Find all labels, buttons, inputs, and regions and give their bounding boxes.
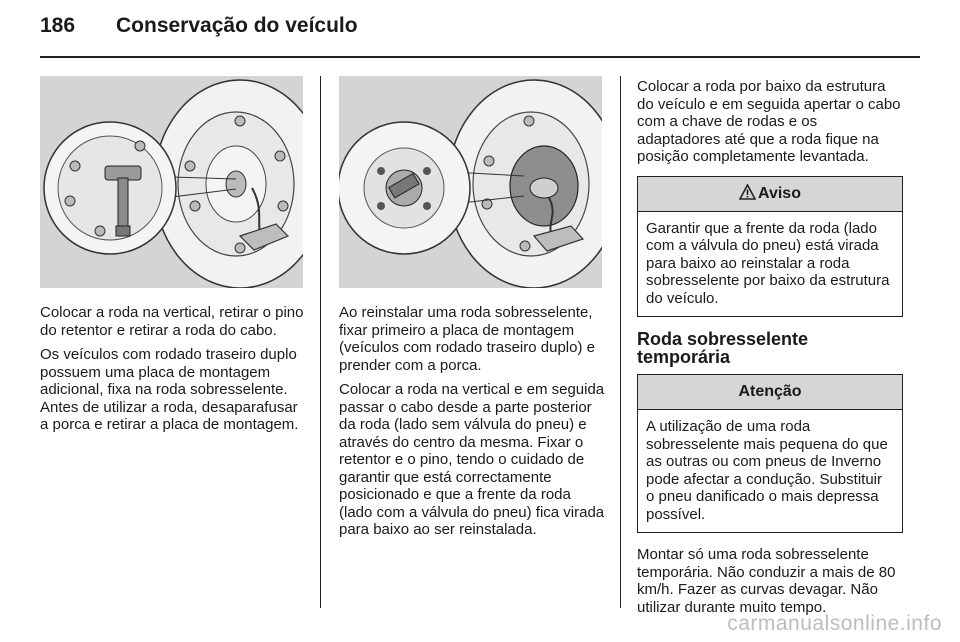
closing-paragraph: Montar só uma roda sobresselente temporária. Não conduzir a mais de 80 km/h. Fazer as curvas devagar. Não utilizar durante muito tempo. (637, 546, 896, 616)
paragraph: Os veículos com rodado traseiro duplo possuem uma placa de montagem adicional, fixa na roda sobresselente. Antes de utilizar a roda, desaparafusar a porca e retirar a placa de montagem. (40, 346, 299, 433)
warning-box-title: Aviso (758, 184, 801, 202)
paragraph: Ao reinstalar uma roda sobresselente, fixar primeiro a placa de montagem (veículos com rodado traseiro duplo) e prender com a porca. (339, 304, 595, 374)
intro-paragraph: Colocar a roda por baixo da estrutura do veículo e em seguida apertar o cabo com a chave de rodas e os adaptadores até que a roda fique na posição completamente levantada. (637, 78, 901, 165)
caution-box (637, 374, 903, 533)
spare-wheel-illustration-1 (40, 76, 303, 288)
caution-box-header: Atenção (638, 375, 902, 410)
column-divider-1 (320, 76, 321, 608)
warning-box-header (638, 177, 902, 212)
column-1-text (40, 304, 308, 441)
spare-wheel-illustration-2 (339, 76, 602, 288)
watermark: carmanualsonline.info (727, 612, 942, 635)
column-divider-2 (620, 76, 621, 608)
warning-triangle-icon (739, 179, 756, 213)
column-3-text (637, 78, 903, 623)
caution-box-body: A utilização de uma roda sobresselente mais pequena do que as outras ou com pneus de Inverno pode afectar a condução. Substituir o pneu danificado o mais depressa possível. (646, 418, 888, 523)
warning-box (637, 176, 903, 318)
warning-box-body: Garantir que a frente da roda (lado com a válvula do pneu) está virada para baixo ao reinstalar a roda sobresselente por baixo da estrutura do veículo. (646, 219, 890, 307)
header-rule (40, 56, 920, 58)
paragraph: Colocar a roda na vertical, retirar o pino do retentor e retirar a roda do cabo. (40, 304, 304, 339)
page-number: 186 (40, 14, 76, 37)
page-header (40, 14, 358, 38)
paragraph: Colocar a roda na vertical e em seguida passar o cabo desde a parte posterior da roda (lado sem válvula do pneu) e através do centro da mesma. Fixar o retentor e o pino, tendo o cuidado de garantir que está correctamente posicionado e que a frente da roda (lado com a válvula do pneu) fica virada para baixo ao ser reinstalada. (339, 381, 605, 538)
section-heading: Roda sobresselente temporária (637, 329, 809, 367)
page-title: Conservação do veículo (116, 14, 358, 37)
column-2-text (339, 304, 605, 546)
